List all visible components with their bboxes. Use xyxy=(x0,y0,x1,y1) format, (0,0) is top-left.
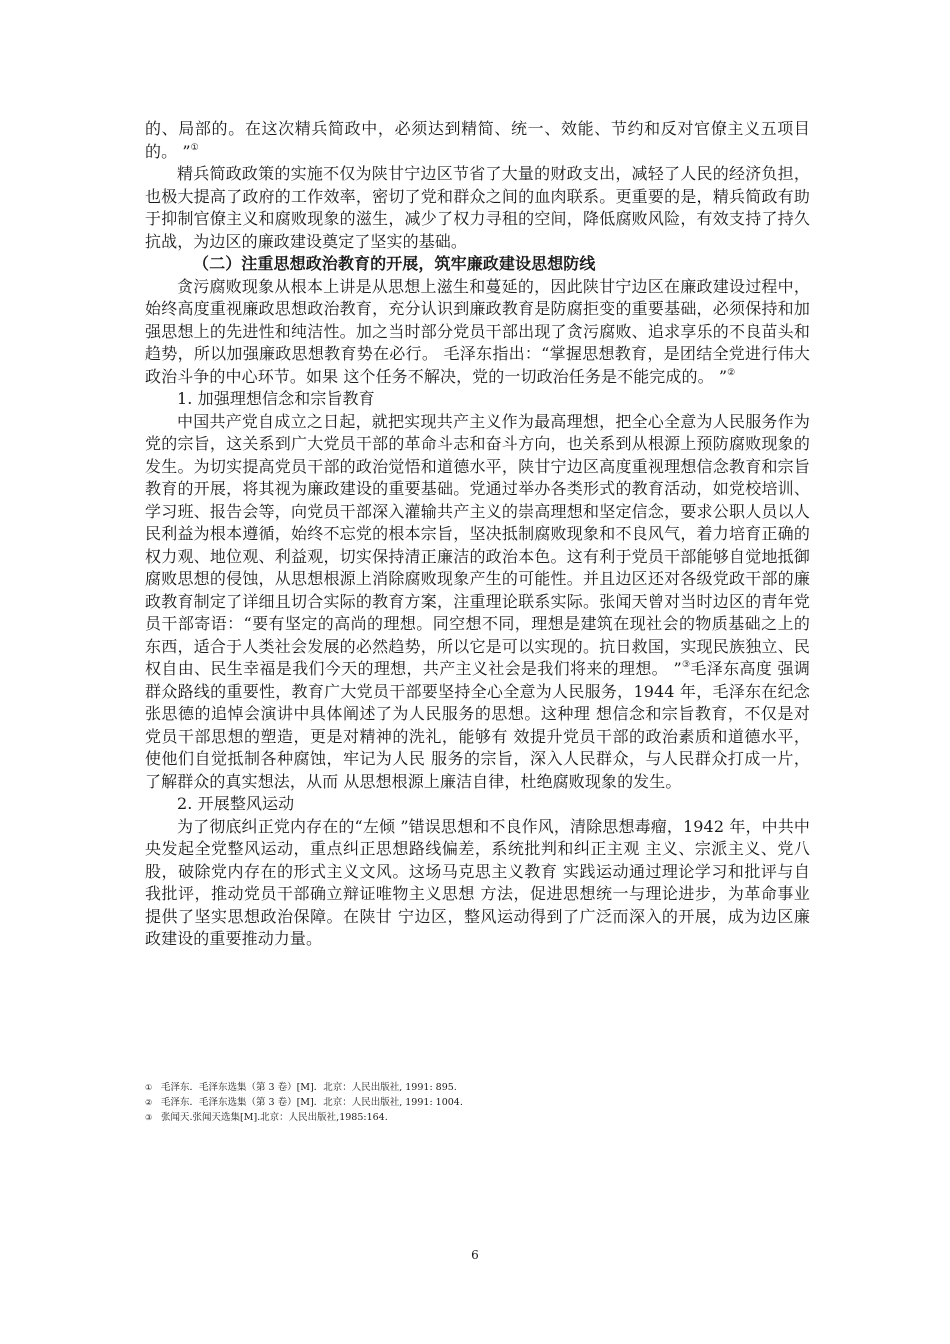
section-heading-2: （二）注重思想政治教育的开展，筑牢廉政建设思想防线 xyxy=(193,254,596,273)
footnote-mark: ② xyxy=(145,1098,153,1107)
body-text xyxy=(145,118,810,951)
footnote-ref-2[interactable]: ② xyxy=(727,367,736,378)
footnote-item xyxy=(145,1111,810,1125)
paragraph-continuation: 的、局部的。在这次精兵简政中，必须达到精简、统一、效能、节约和反对官僚主义五项目的。 ”① xyxy=(145,119,810,161)
subheading-1: 1. 加强理想信念和宗旨教育 xyxy=(177,389,375,408)
paragraph-simplification-effects: 精兵简政政策的实施不仅为陕甘宁边区节省了大量的财政支出，减轻了人民的经济负担，也极大提高了政府的工作效率，密切了党和群众之间的血肉联系。更重要的是，精兵简政有助于抑制官僚主义和腐败现象的滋生，减少了权力寻租的空间，降低腐败风险，有效支持了持久抗战，为边区的廉政建设奠定了坚实的基础。 xyxy=(145,164,810,251)
footnote-item xyxy=(145,1081,810,1095)
footnote-mark: ③ xyxy=(145,1113,153,1122)
footnote-text: 毛泽东．毛泽东选集（第 3 卷）[M]．北京：人民出版社, 1991: 1004. xyxy=(161,1097,463,1108)
paragraph-rectification-movement: 为了彻底纠正党内存在的“左倾 ”错误思想和不良作风，清除思想毒瘤，1942 年，中共中央发起全党整风运动，重点纠正思想路线偏差，系统批判和纠正主观 主义、宗派主义、党八股，破除党内存在的形式主义文风。这场马克思主义教育 实践运动通过理论学习和批评与自我批评，推动党员干部确立辩证唯物主义思想 方法，促进思想统一与理论进步，为革命事业提供了坚实思想政治保障。在陕甘 宁边区，整风运动得到了广泛而深入的开展，成为边区廉政建设的重要推动力量。 xyxy=(145,816,810,948)
footnote-mark: ① xyxy=(145,1083,153,1092)
footnote-ref-1[interactable]: ① xyxy=(190,142,199,153)
page-number: 6 xyxy=(471,1248,479,1262)
footnote-item xyxy=(145,1096,810,1110)
footnote-ref-3[interactable]: ③ xyxy=(681,660,691,670)
footnotes xyxy=(145,1081,810,1126)
paragraph-ideals-education: 中国共产党自成立之日起，就把实现共产主义作为最高理想，把全心全意为人民服务作为党的宗旨，这关系到广大党员干部的革命斗志和奋斗方向，也关系到从根源上预防腐败现象的发生。为切实提高党员干部的政治觉悟和道德水平，陕甘宁边区高度重视理想信念教育和宗旨教育的开展，将其视为廉政建设的重要基础。党通过举办各类形式的教育活动，如党校培训、学习班、报告会等，向党员干部深入灌输共产主义的崇高理想和坚定信念，要求公职人员以人民利益为根本遵循，始终不忘党的根本宗旨，坚决抵制腐败现象和不良风气，着力培育正确的权力观、地位观、利益观，切实保持清正廉洁的政治本色。这有利于党员干部能够自觉地抵御腐败思想的侵蚀，从思想根源上消除腐败现象产生的可能性。并且边区还对各级党政干部的廉政教育制定了详细且切合实际的教育方案，注重理论联系实际。张闻天曾对当时边区的青年党员干部寄语：“要有坚定的高尚的理想。同空想不同，理想是建筑在现社会的物质基础之上的东西，适合于人类社会发展的必然趋势，所以它是可以实现的。抗日救国，实现民族独立、民权自由、民生幸福是我们今天的理想，共产主义社会是我们将来的理想。 ”③毛泽东高度 强调群众路线的重要性，教育广大党员干部要坚持全心全意为人民服务，1944 年，毛泽东在纪念张思德的追悼会演讲中具体阐述了为人民服务的思想。这种理 想信念和宗旨教育，不仅是对党员干部思想的塑造，更是对精神的洗礼，能够有 效提升党员干部的政治素质和道德水平，使他们自觉抵制各种腐蚀，牢记为人民 服务的宗旨，深入人民群众，与人民群众打成一片，了解群众的真实想法，从而 从思想根源上廉洁自律，杜绝腐败现象的发生。 xyxy=(145,411,811,791)
subheading-2: 2. 开展整风运动 xyxy=(177,794,295,813)
footnote-text: 毛泽东．毛泽东选集（第 3 卷）[M]．北京：人民出版社, 1991: 895. xyxy=(161,1082,457,1093)
footnote-text: 张闻天.张闻天选集[M].北京：人民出版社,1985:164. xyxy=(161,1112,388,1123)
paragraph-ideological-education: 贪污腐败现象从根本上讲是从思想上滋生和蔓延的，因此陕甘宁边区在廉政建设过程中，始终高度重视廉政思想政治教育，充分认识到廉政教育是防腐拒变的重要基础，必须保持和加强思想上的先进性和纯洁性。加之当时部分党员干部出现了贪污腐败、追求享乐的不良苗头和趋势，所以加强廉政思想教育势在必行。 毛泽东指出：“掌握思想教育，是团结全党进行伟大政治斗争的中心环节。如果 这个任务不解决，党的一切政治任务是不能完成的。 ”② xyxy=(145,276,810,386)
